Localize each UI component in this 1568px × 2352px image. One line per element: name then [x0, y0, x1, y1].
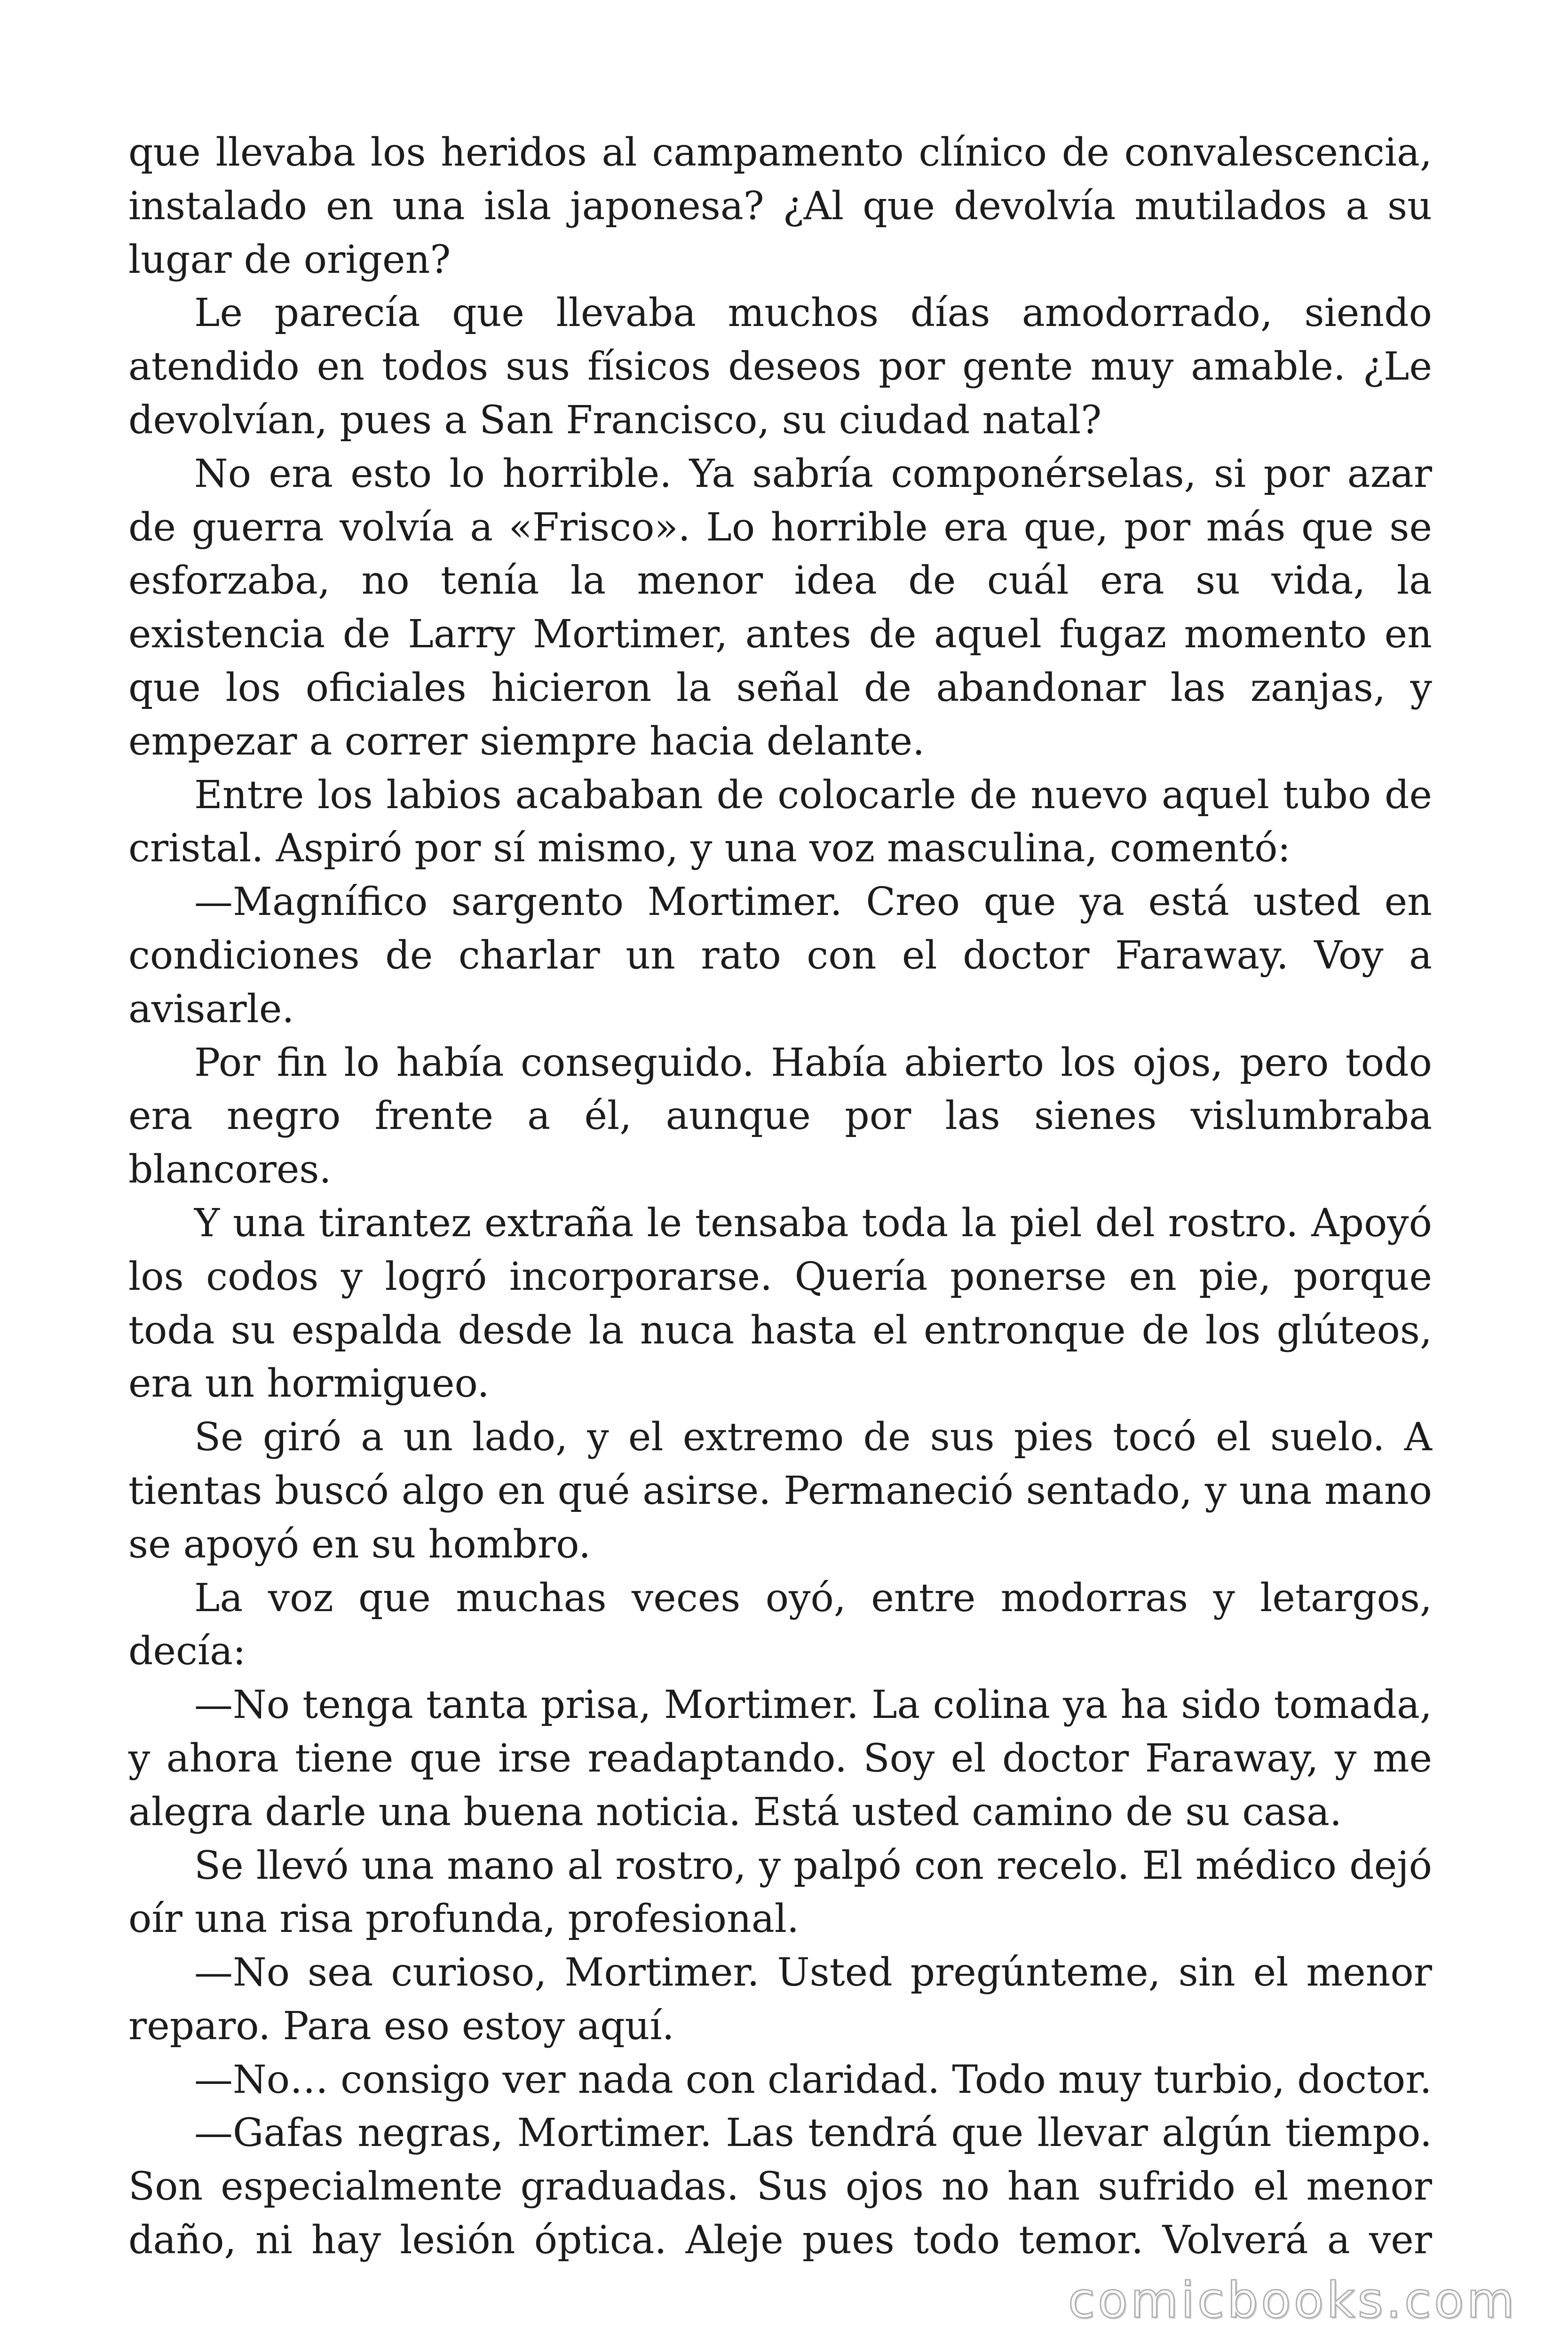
- paragraph: Entre los labios acababan de colocarle de nuevo aquel tubo de cristal. Aspiró por sí mismo, y una voz masculina, comentó:: [128, 772, 1432, 871]
- paragraph: La voz que muchas veces oyó, entre modorras y letargos, decía:: [128, 1575, 1432, 1674]
- paragraph: —Gafas negras, Mortimer. Las tendrá que llevar algún tiempo. Son especialmente graduadas. Sus ojos no han sufrido el menor daño, ni hay lesión óptica. Aleje pues todo temor. Volverá a ver: [128, 2111, 1432, 2263]
- paragraph: —No tenga tanta prisa, Mortimer. La colina ya ha sido tomada, y ahora tiene que irse readaptando. Soy el doctor Faraway, y me alegra darle una buena noticia. Está usted camino de su casa.: [128, 1683, 1432, 1835]
- paragraph: —No… consigo ver nada con claridad. Todo muy turbio, doctor.: [194, 2057, 1432, 2102]
- paragraph: que llevaba los heridos al campamento clínico de convalescencia, instalado en una isla japonesa? ¿Al que devolvía mutilados a su lugar de origen?: [128, 130, 1432, 282]
- paragraph: —No sea curioso, Mortimer. Usted pregúnteme, sin el menor reparo. Para eso estoy aquí.: [128, 1950, 1432, 2049]
- paragraph: —Magnífico sargento Mortimer. Creo que ya está usted en condiciones de charlar un rato con el doctor Faraway. Voy a avisarle.: [128, 880, 1432, 1032]
- paragraph: Se giró a un lado, y el extremo de sus pies tocó el suelo. A tientas buscó algo en qué asirse. Permaneció sentado, y una mano se apoyó en su hombro.: [128, 1415, 1432, 1567]
- paragraph: No era esto lo horrible. Ya sabría componérselas, si por azar de guerra volvía a «Frisco». Lo horrible era que, por más que se esforzaba, no tenía la menor idea de cuál era su vida, la existencia de Larry Mortimer, antes de aquel fugaz momento en que los oficiales hicieron la señal de abandonar las zanjas, y empezar a correr siempre hacia delante.: [128, 451, 1432, 764]
- body-text: [128, 126, 1432, 2267]
- watermark: comicbooks.com: [1068, 2272, 1517, 2329]
- paragraph: Le parecía que llevaba muchos días amodorrado, siendo atendido en todos sus físicos deseos por gente muy amable. ¿Le devolvían, pues a San Francisco, su ciudad natal?: [128, 291, 1432, 443]
- paragraph: Y una tirantez extraña le tensaba toda la piel del rostro. Apoyó los codos y logró incorporarse. Quería ponerse en pie, porque toda su espalda desde la nuca hasta el entronque de los glúteos, era un hormigueo.: [128, 1200, 1432, 1406]
- paragraph: Se llevó una mano al rostro, y palpó con recelo. El médico dejó oír una risa profunda, profesional.: [128, 1843, 1432, 1942]
- paragraph: Por fin lo había conseguido. Había abierto los ojos, pero todo era negro frente a él, aunque por las sienes vislumbraba blancores.: [128, 1040, 1432, 1192]
